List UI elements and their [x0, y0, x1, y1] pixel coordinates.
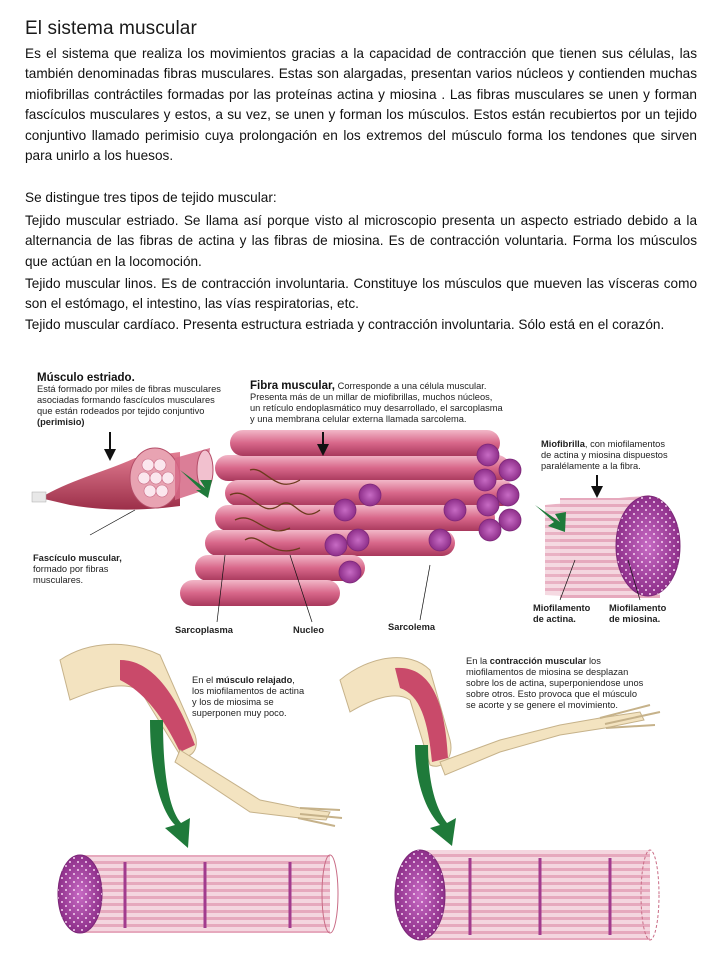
- musculo-heading: Músculo estriado.: [37, 372, 135, 384]
- musculo-line-2: asociadas formando fascículos musculares: [37, 395, 215, 405]
- whole-muscle: [32, 448, 213, 510]
- contraccion-heading-line: [466, 656, 601, 666]
- sarcoplasma-label: Sarcoplasma: [175, 625, 233, 635]
- musculo-line-1: Está formado por miles de fibras musculares: [37, 384, 221, 394]
- relajado-line-1: los miofilamentos de actina: [192, 686, 305, 696]
- fibra-line-3: y una membrana celular externa llamada sarcolema.: [250, 414, 467, 424]
- nucleo-label: Nucleo: [293, 625, 324, 635]
- actina-label-2: de actina.: [533, 614, 576, 624]
- relaxed-myofibril: [58, 855, 338, 933]
- actina-label-1: Miofilamento: [533, 603, 591, 613]
- miosina-label-2: de miosina.: [609, 614, 661, 624]
- contraccion-prefix: En la: [466, 656, 490, 666]
- miosina-label-1: Miofilamento: [609, 603, 667, 613]
- miofibrilla-heading-line: [541, 439, 665, 449]
- contraccion-bold: contracción muscular: [489, 656, 587, 666]
- miofibrilla-heading-rest: , con miofilamentos: [584, 439, 665, 449]
- intro-paragraph: Es el sistema que realiza los movimientos gracias a la capacidad de contracción que tienen sus células, las también denominadas fibras musculares. Estas son alargadas, presentan varios núcleos y contienden muchas miofibrillas contráctiles formadas por las proteínas actina y miosina . Las fibras musculares se unen y forman fascículos musculares y estos, a su vez, se unen y forman los músculos. Estos están recubiertos por un tejido conjuntivo llamado perimisio cuya prolongación en los extremos del músculo forma los tendones que sirven para unirlo a los huesos.: [25, 46, 697, 164]
- miofibrilla-heading: Miofibrilla: [541, 439, 585, 449]
- contraccion-suffix: los: [586, 656, 601, 666]
- fibra-line-1: Presenta más de un millar de miofibrillas, muchos núcleos,: [250, 392, 493, 402]
- musculo-line-3: que están rodeados por tejido conjuntivo: [37, 406, 205, 416]
- miofibrilla-line-1: de actina y miosina dispuestos: [541, 450, 668, 460]
- contraccion-line-4: se acorte y se genere el movimiento.: [466, 700, 618, 710]
- fibra-line-2: un retículo endoplasmático muy desarrollado, el sarcoplasma: [250, 403, 503, 413]
- relajado-suffix: ,: [292, 675, 295, 685]
- fasciculo-line-1: Fascículo muscular,: [33, 553, 122, 563]
- types-intro-paragraph: Se distingue tres tipos de tejido muscular:: [25, 190, 277, 205]
- fasciculo-line-2: formado por fibras: [33, 564, 109, 574]
- fibra-heading: Fibra muscular,: [250, 380, 336, 392]
- myofibril: [545, 495, 680, 598]
- relajado-heading-line: [192, 675, 295, 685]
- relajado-line-3: superponen muy poco.: [192, 708, 287, 718]
- fasciculo-line-3: musculares.: [33, 575, 84, 585]
- sarcolema-label: Sarcolema: [388, 622, 436, 632]
- fibra-heading-rest: Corresponde a una célula muscular.: [335, 381, 487, 391]
- fiber-bundle: [180, 430, 521, 606]
- contraccion-line-3: sobre otros. Esto provoca que el músculo: [466, 689, 638, 699]
- relajado-line-2: y los de miosima se: [192, 697, 274, 707]
- miofibrilla-line-2: paralélamente a la fibra.: [541, 461, 641, 471]
- contracted-myofibril: [395, 850, 659, 940]
- cardiac-paragraph: Tejido muscular cardíaco. Presenta estructura estriada y contracción involuntaria. Sólo está en el corazón.: [25, 317, 665, 332]
- page-title: El sistema muscular: [25, 18, 197, 39]
- musculo-line-4: (perimisio): [37, 417, 85, 427]
- fibra-heading-line: [250, 380, 486, 392]
- smooth-paragraph: Tejido muscular linos. Es de contracción involuntaria. Constituye los músculos que mueven las vísceras como son el estómago, el intestino, las vías respiratorias, etc.: [25, 276, 697, 312]
- contraccion-line-2: sobre los de actina, superponiendose unos: [466, 678, 644, 688]
- striated-paragraph: Tejido muscular estriado. Se llama así porque visto al microscopio presenta un aspecto estriado debido a la alternancia de las fibras de actina y las fibras de miosina. Es de contracción voluntaria. Forma los músculos que actúan en la locomoción.: [25, 213, 697, 269]
- relajado-bold: músculo relajado: [215, 675, 293, 685]
- relaxed-arm: [60, 644, 342, 826]
- contraccion-line-1: miofilamentos de miosina se desplazan: [466, 667, 629, 677]
- relajado-prefix: En el: [192, 675, 216, 685]
